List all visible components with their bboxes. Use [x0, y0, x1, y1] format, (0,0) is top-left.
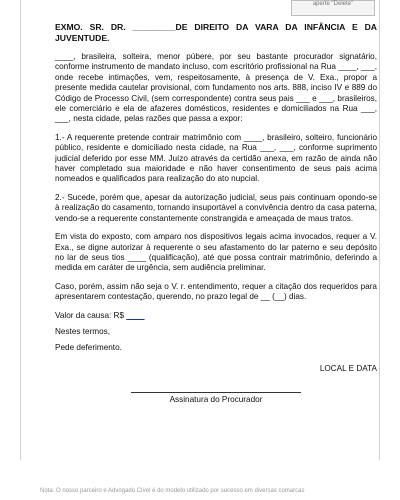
comment-text: aperte "Delete" — [312, 1, 354, 7]
valor-value[interactable]: ____ — [126, 310, 145, 320]
nestes-termos: Nestes termos, — [55, 326, 111, 336]
local-data: LOCAL E DATA — [319, 363, 377, 373]
document-heading: EXMO. SR. DR. _________DE DIREITO DA VARA DA INFÂNCIA E DA JUVENTUDE. — [55, 22, 377, 43]
signature-label: Assinatura do Procurador — [169, 395, 263, 405]
document-page — [20, 0, 380, 460]
valor-causa — [55, 311, 377, 321]
signature-line — [131, 392, 301, 393]
comment-bubble[interactable] — [291, 0, 375, 16]
paragraph-3: Em vista do exposto, com amparo nos dispositivos legais acima invocados, requer a V. Exa., se digne autorizar à requerente o seu afastamento do lar paterno e seu depósito no lar de seus tios ____ (qualificação), até que possa contrair matrimônio, deferindo a medida em caráter de urgência, sem audiência preliminar. — [55, 232, 377, 273]
paragraph-1: 1.- A requerente pretende contrair matrimônio com ____, brasileiro, solteiro, funcionário público, residente e domiciliado nesta cidade, na Rua ___, ___, conforme suprimento judicial deferido por esse MM. Juízo através da certidão anexa, em razão de ainda não haver completado sua maioridade e não haver consentimento de seus pais acima nomeados e qualificados para realização do ato nupcial. — [55, 132, 377, 184]
document-body — [55, 22, 377, 406]
footer-note: Nota: O nosso parceiro e Advogado Cível é do modelo utilizado por sucesso em diversas comarcas — [40, 488, 305, 494]
valor-label: Valor da causa: R$ — [55, 310, 125, 320]
paragraph-2: 2.- Sucede, porém que, apesar da autorização judicial, seus pais continuam opondo-se à realização do casamento, tornando insuportável a convivência dentro da casa paterna, vendo-se a requerente constantemente constrangida e ameaçada de maus tratos. — [55, 192, 377, 223]
paragraph-intro: ____, brasileira, solteira, menor púbere, por seu bastante procurador signatário, conforme instrumento de mandato incluso, com escritório profissional na Rua ____, ___, onde recebe intimações, vem, respeitosamente, à presença de V. Exa., propor a presente medida cautelar provisional, com fundamento nos arts. 888, inciso IV e 889 do Código de Processo Civil, (sem correspondente) contra seus pais ___ e ___, brasileiros, ele comerciário e ela de afazeres domésticos, residentes e domiciliados na Rua ___, ___, nesta cidade, pelas razões que passa a expor: — [55, 52, 377, 124]
pede-deferimento: Pede deferimento. — [55, 343, 122, 353]
paragraph-4: Caso, porém, assim não seja o V. r. entendimento, requer a citação dos requeridos para apresentarem contestação, querendo, no prazo legal de __ (__) dias. — [55, 281, 377, 302]
